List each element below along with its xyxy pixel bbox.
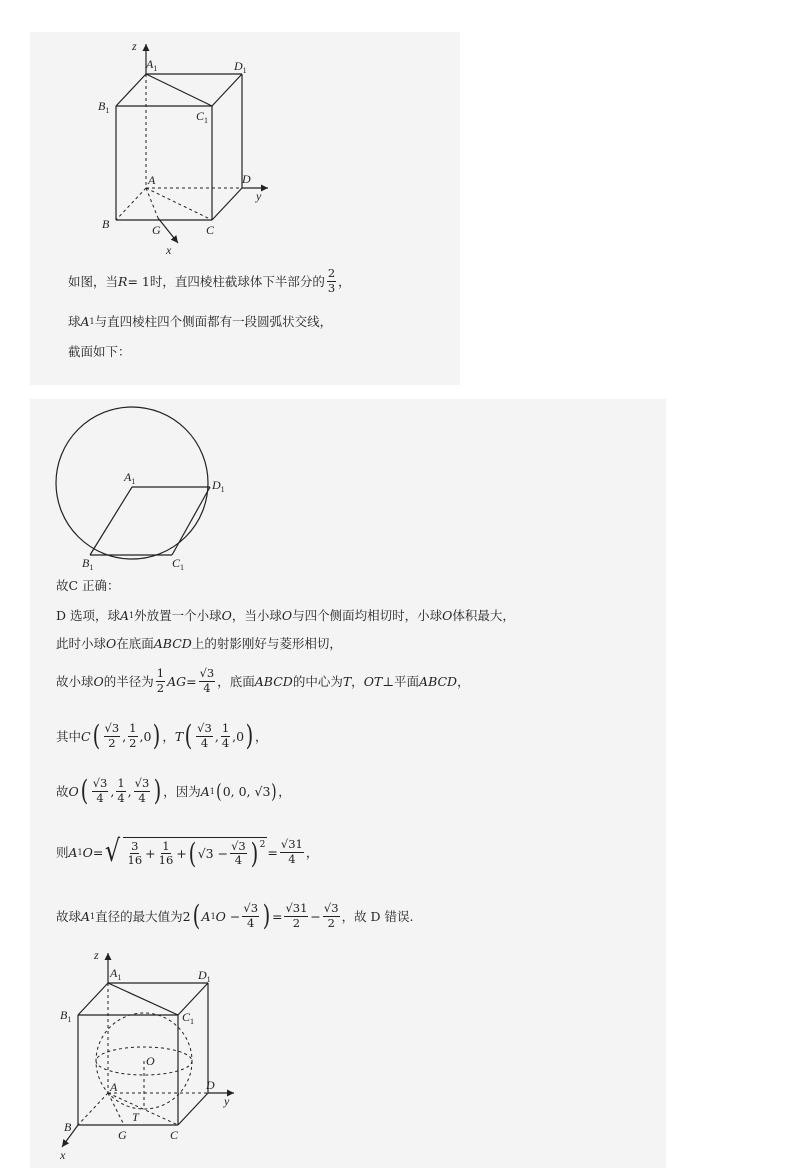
fig1-label-z: z xyxy=(132,39,137,53)
fig3-label-a1: $A_1$ xyxy=(110,966,122,982)
fig1-label-a: A xyxy=(148,173,156,187)
fig3-label-x: x xyxy=(60,1148,66,1162)
fig2-label-c1: $C_1$ xyxy=(172,556,185,572)
fig3-label-b: B xyxy=(64,1120,72,1134)
text-line-3: 截面如下： xyxy=(68,344,131,359)
fig1-label-g: G xyxy=(152,223,161,237)
fig1-label-x: x xyxy=(166,243,172,257)
prism-figure-1 xyxy=(66,38,286,268)
fig3-label-a: A xyxy=(110,1080,118,1094)
circle-section-figure xyxy=(52,407,232,572)
fig1-label-d1: $D_1$ xyxy=(234,59,247,75)
text-line-projection: 此时小球 O 在底面 ABCD 上的射影刚好与菱形相切， xyxy=(56,635,342,651)
fig3-label-c: C xyxy=(170,1128,179,1142)
fig3-label-g: G xyxy=(118,1128,127,1142)
solution-panel-bottom xyxy=(30,399,666,1168)
fig1-label-d: D xyxy=(242,172,251,186)
prism-with-sphere-figure xyxy=(52,947,272,1167)
text-line-radius: 故小球 O 的半径为 $\frac{1}{2}$ AG = $\frac{√3}{4}$ ，底面 ABCD 的中心为 T ， OT ⊥平面 ABCD ， xyxy=(56,666,470,695)
fig3-label-b1: $B_1$ xyxy=(60,1008,72,1024)
text-line-2: 球 A 1 与直四棱柱四个侧面都有一段圆弧状交线， xyxy=(68,313,333,329)
fig2-label-b1: $B_1$ xyxy=(82,556,94,572)
text-line-max-diameter: 故球 A 1 直径的最大值为 2 ( A 1 O − $\frac{√3}{4}$ ) = $\frac{√31}{2}$ − $\frac{√3}{2}$ ，故 D 错误. xyxy=(56,899,414,932)
fig1-label-a1: $A_1$ xyxy=(146,57,158,73)
fig2-label-a1: $A_1$ xyxy=(124,470,136,486)
fig1-label-y: y xyxy=(256,189,262,203)
fig2-label-d1: $D_1$ xyxy=(212,478,225,494)
fig3-label-t: T xyxy=(132,1110,139,1124)
text-line-d-option: D 选项，球 A 1 外放置一个小球 O ，当小球 O 与四个侧面均相切时，小球 O 体积最大， xyxy=(56,607,515,623)
fig1-label-b: B xyxy=(102,217,110,231)
text-line-coordinates-o: 故 O ( $\frac{√3}{4}$ , $\frac{1}{4}$ , $\frac{√3}{4}$ ) ，因为 A 1 ( 0, 0, √3 ) ， xyxy=(56,774,291,807)
fig3-label-y: y xyxy=(224,1094,230,1108)
text-line-c-correct: 故C 正确： xyxy=(56,578,120,593)
fig1-label-c1: $C_1$ xyxy=(196,109,209,125)
fig1-label-c: C xyxy=(206,223,215,237)
fig3-label-d1: $D_1$ xyxy=(198,968,211,984)
fig1-label-b1: $B_1$ xyxy=(98,99,110,115)
text-line-coordinates-c-t: 其中 C ( $\frac{√3}{2}$ , $\frac{1}{2}$ , 0 ) ， T ( $\frac{√3}{4}$ , $\frac{1}{4}$ , 0 ) ， xyxy=(56,719,268,752)
text-line-distance: 则 A 1 O = √ $\frac{3}{16}$ + $\frac{1}{16}$ + ( √3 − $\frac{√3}{4}$ ) $^2$ = $\frac{√31}{4}$ ， xyxy=(56,833,319,870)
fig3-label-z: z xyxy=(94,948,99,962)
fraction-two-thirds: $\frac{2}{3}$ xyxy=(327,266,336,295)
fig3-label-o: O xyxy=(146,1054,155,1068)
text-line-1: 如图，当 R = 1时，直四棱柱截球体下半部分的 $\frac{2}{3}$ ， xyxy=(68,266,351,295)
solution-panel-top xyxy=(30,32,460,385)
fig3-label-d: D xyxy=(206,1078,215,1092)
fig3-label-c1: $C_1$ xyxy=(182,1010,195,1026)
